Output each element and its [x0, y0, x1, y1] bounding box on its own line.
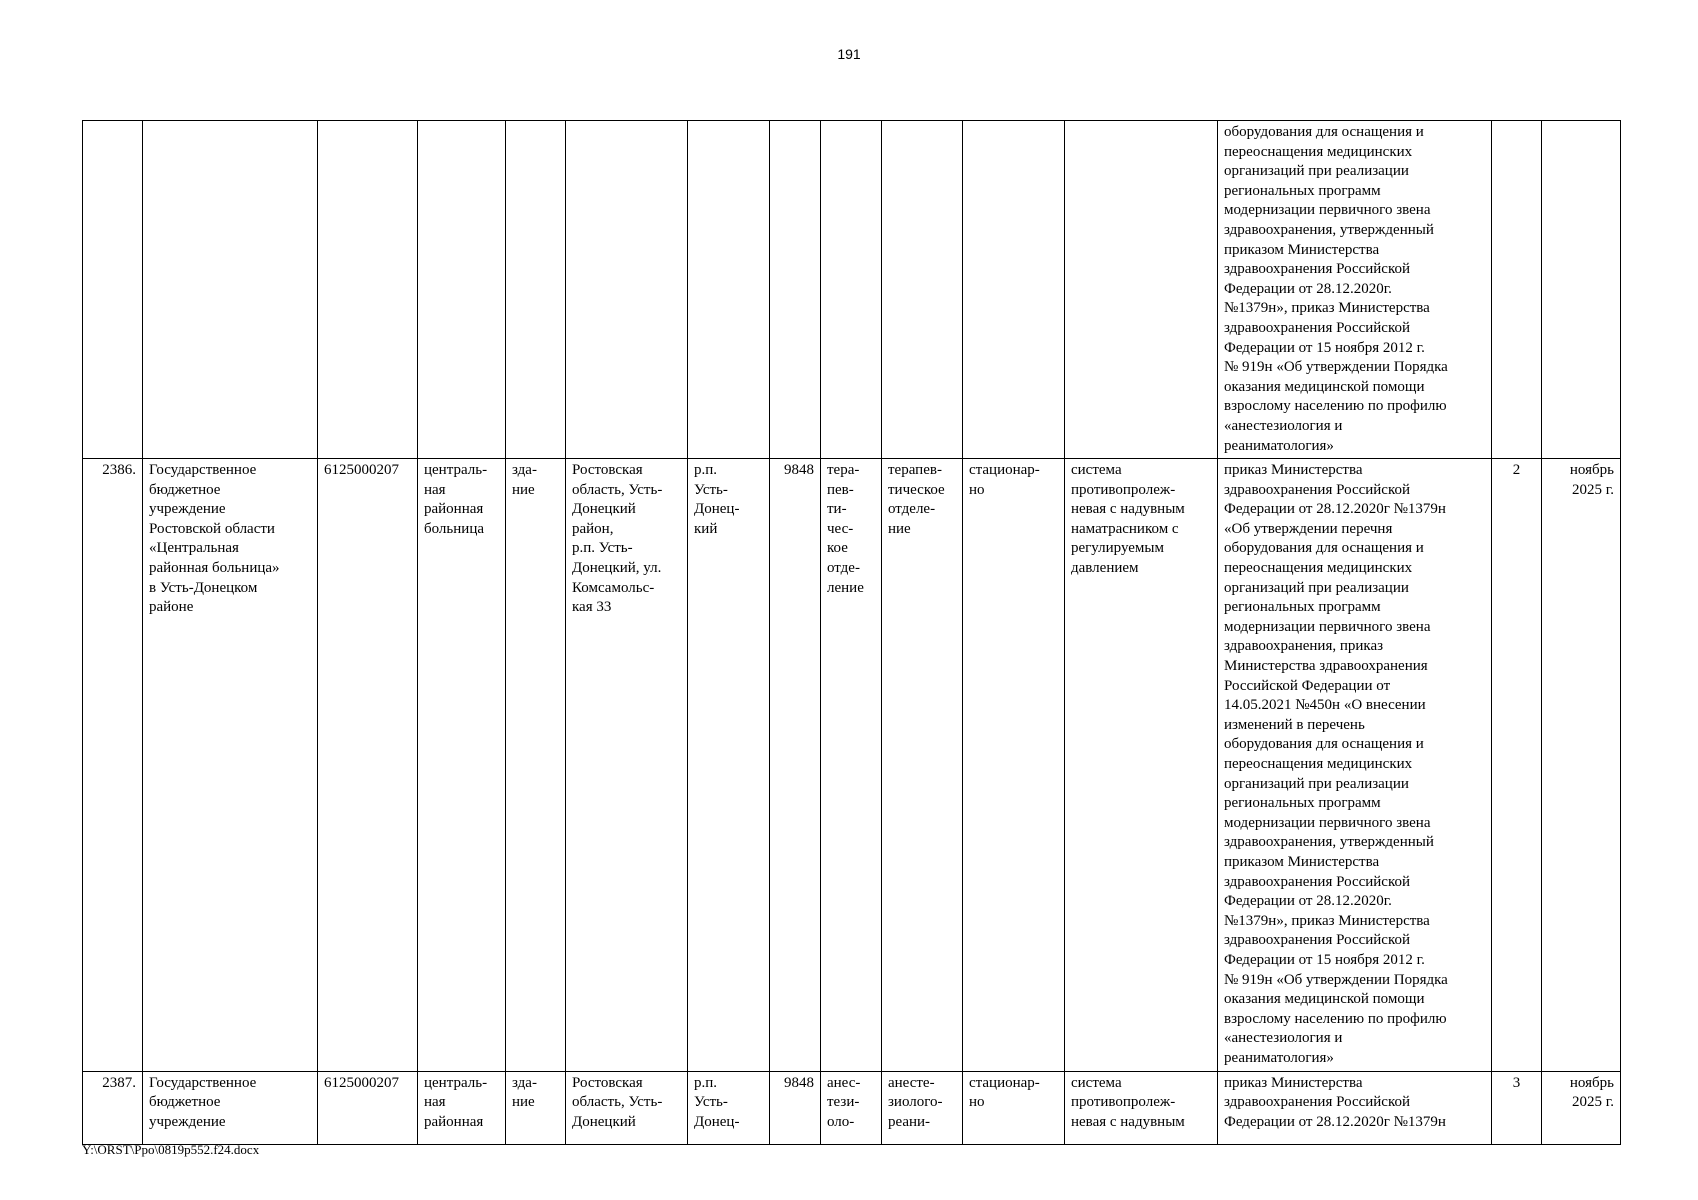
page-number: 191	[837, 46, 861, 62]
table-row	[83, 459, 1621, 1071]
cell-care-form: стационар- но	[963, 1071, 1065, 1144]
cell-population: 9848	[770, 459, 821, 1071]
cell-care-form	[963, 121, 1065, 459]
cell-org: Государственное бюджетное учреждение	[143, 1071, 318, 1144]
cell-unit	[882, 121, 963, 459]
cell-qty: 3	[1492, 1071, 1542, 1144]
cell-object: зда- ние	[506, 459, 566, 1071]
footer-file-path: Y:\ORST\Ppo\0819p552.f24.docx	[82, 1142, 260, 1157]
cell-equipment: система противопролеж- невая с надувным	[1065, 1071, 1218, 1144]
cell-locality: р.п. Усть- Донец-	[688, 1071, 770, 1144]
cell-equipment: система противопролеж- невая с надувным наматрасником с регулируемым давлением	[1065, 459, 1218, 1071]
cell-address	[566, 121, 688, 459]
cell-equipment	[1065, 121, 1218, 459]
cell-org	[143, 121, 318, 459]
cell-num: 2386.	[83, 459, 143, 1071]
cell-object	[506, 121, 566, 459]
cell-facility-type: централь- ная районная больница	[418, 459, 506, 1071]
cell-date	[1542, 121, 1621, 459]
table-row	[83, 1071, 1621, 1144]
cell-inn	[318, 121, 418, 459]
cell-unit: терапев- тическое отделе- ние	[882, 459, 963, 1071]
cell-address: Ростовская область, Усть- Донецкий район, р.п. Усть- Донецкий, ул. Комсамольс- кая 33	[566, 459, 688, 1071]
cell-profile	[821, 121, 882, 459]
cell-inn: 6125000207	[318, 1071, 418, 1144]
cell-legal-basis: приказ Министерства здравоохранения Российской Федерации от 28.12.2020г №1379н «Об утверждении перечня оборудования для оснащения и переоснащения медицинских организаций при реализации региональных программ модернизации первичного звена здравоохранения, приказ Министерства здравоохранения Российской Федерации от 14.05.2021 №450н «О внесении изменений в перечень оборудования для оснащения и переоснащения медицинских организаций при реализации региональных программ модернизации первичного звена здравоохранения, утвержденный приказом Министерства здравоохранения Российской Федерации от 28.12.2020г. №1379н», приказ Министерства здравоохранения Российской Федерации от 15 ноября 2012 г. № 919н «Об утверждении Порядка оказания медицинской помощи взрослому населению по профилю «анестезиология и реаниматология»	[1218, 459, 1492, 1071]
cell-object: зда- ние	[506, 1071, 566, 1144]
cell-profile: анес- тези- оло-	[821, 1071, 882, 1144]
cell-date: ноябрь 2025 г.	[1542, 459, 1621, 1071]
cell-profile: тера- пев- ти- чес- кое отде- ление	[821, 459, 882, 1071]
cell-unit: анесте- зиолого- реани-	[882, 1071, 963, 1144]
cell-legal-basis: оборудования для оснащения и переоснащения медицинских организаций при реализации региональных программ модернизации первичного звена здравоохранения, утвержденный приказом Министерства здравоохранения Российской Федерации от 28.12.2020г. №1379н», приказ Министерства здравоохранения Российской Федерации от 15 ноября 2012 г. № 919н «Об утверждении Порядка оказания медицинской помощи взрослому населению по профилю «анестезиология и реаниматология»	[1218, 121, 1492, 459]
cell-locality: р.п. Усть- Донец- кий	[688, 459, 770, 1071]
cell-org: Государственное бюджетное учреждение Ростовской области «Центральная районная больница» в Усть-Донецком районе	[143, 459, 318, 1071]
cell-legal-basis: приказ Министерства здравоохранения Российской Федерации от 28.12.2020г №1379н	[1218, 1071, 1492, 1144]
cell-qty: 2	[1492, 459, 1542, 1071]
cell-locality	[688, 121, 770, 459]
cell-num	[83, 121, 143, 459]
equipment-register-table	[82, 120, 1621, 1145]
table-row-continuation	[83, 121, 1621, 459]
cell-facility-type	[418, 121, 506, 459]
cell-inn: 6125000207	[318, 459, 418, 1071]
cell-population: 9848	[770, 1071, 821, 1144]
cell-facility-type: централь- ная районная	[418, 1071, 506, 1144]
cell-address: Ростовская область, Усть- Донецкий	[566, 1071, 688, 1144]
cell-population	[770, 121, 821, 459]
cell-num: 2387.	[83, 1071, 143, 1144]
cell-care-form: стационар- но	[963, 459, 1065, 1071]
cell-date: ноябрь 2025 г.	[1542, 1071, 1621, 1144]
cell-qty	[1492, 121, 1542, 459]
